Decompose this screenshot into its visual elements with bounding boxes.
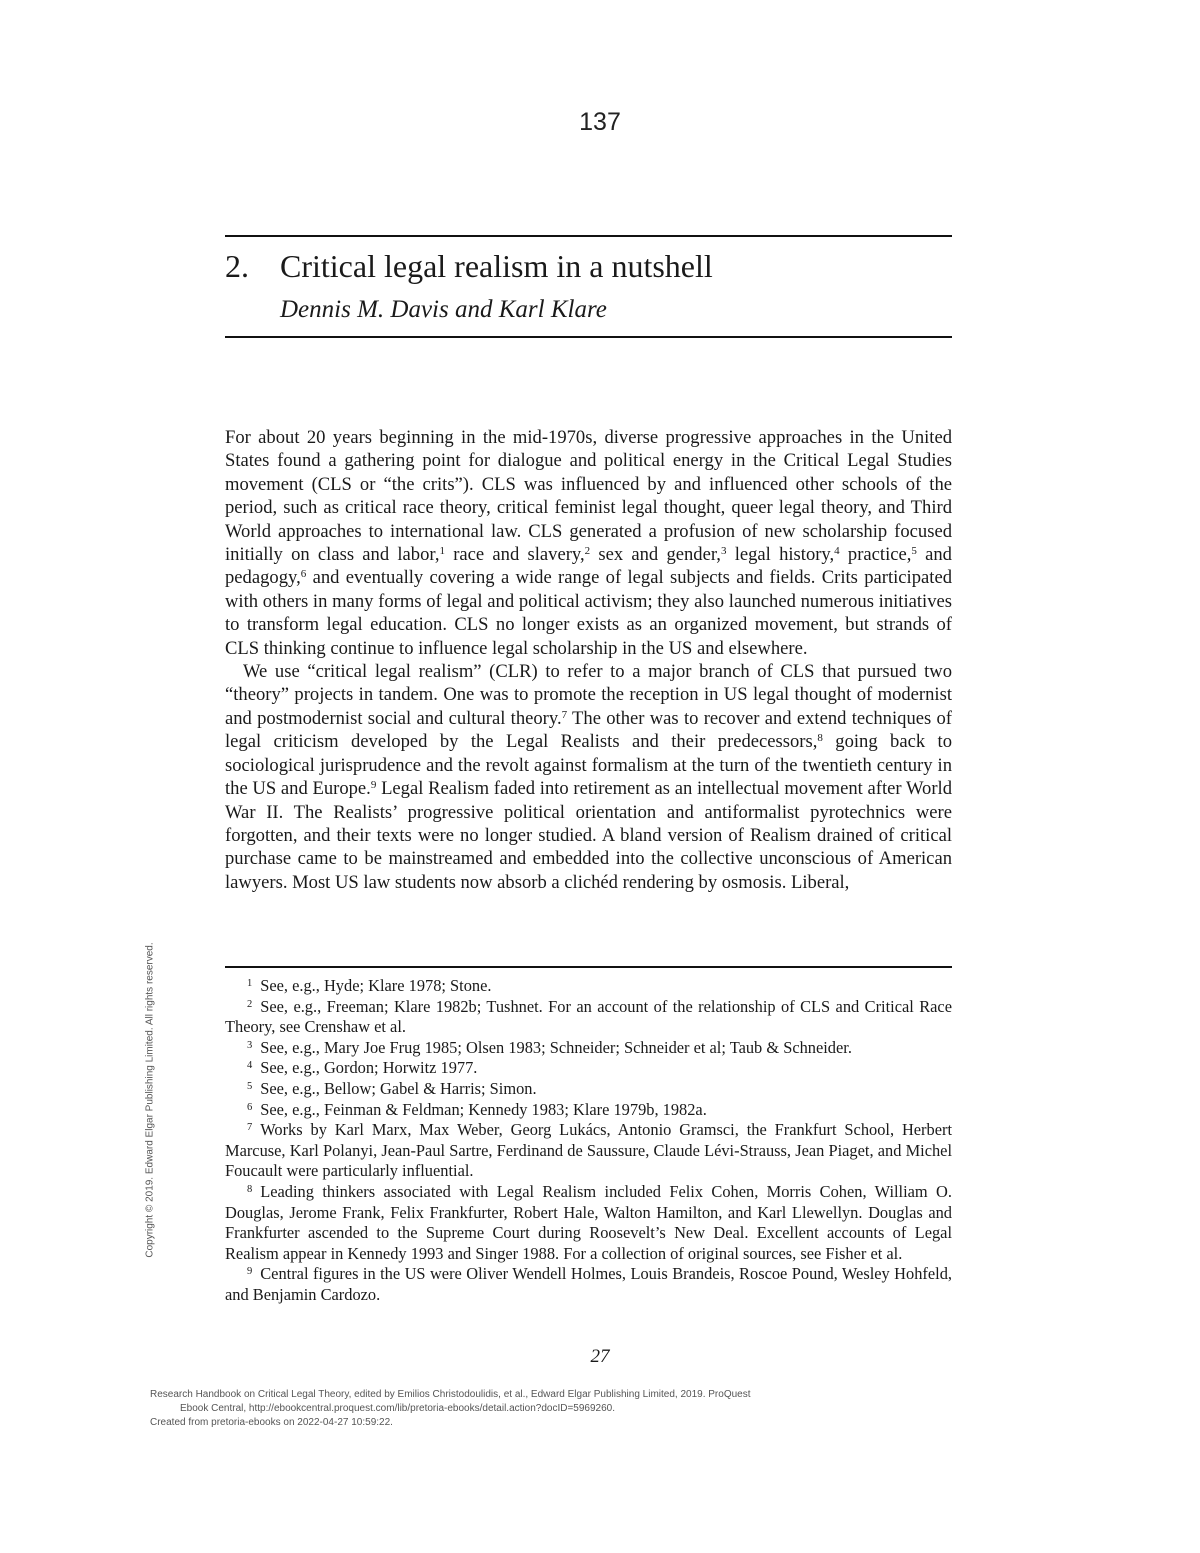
footnote-ref[interactable]: 5 [911, 545, 917, 558]
footnote-ref[interactable]: 4 [834, 545, 840, 558]
footnote-number: 5 [247, 1080, 253, 1092]
footnote-number: 9 [247, 1266, 253, 1278]
footnote-ref[interactable]: 8 [817, 732, 823, 745]
footnote: $^3$ See, e.g., Mary Joe Frug 1985; Olsen 1983; Schneider; Schneider et al; Taub & Schneider. [247, 1037, 852, 1057]
footnote-ref[interactable]: 1 [439, 545, 445, 558]
footnote-number: 7 [247, 1122, 253, 1134]
footnote-ref[interactable]: 6 [300, 568, 307, 581]
footnote-number: 1 [247, 978, 253, 989]
footnote-ref[interactable]: 2 [584, 545, 591, 558]
citation-line: Created from pretoria-ebooks on 2022-04-27 10:59:22. [150, 1417, 393, 1428]
footnote-ref[interactable]: 9 [370, 779, 377, 792]
paragraph-1: For about 20 years beginning in the mid-1970s, diverse progressive approaches in the United States found a gathering point for dialogue and political energy in the Critical Legal Studies movement (CLS or “the crits”). CLS was influenced by and influenced other schools of the period, such as critical race theory, critical feminist legal thought, queer legal theory, and Third World approaches to international law. CLS generated a profusion of new scholarship focused initially on class and labor,$^1$ race and slavery,$^2$ sex and gender,$^3$ legal history,$^4$ practice,$^5$ and pedagogy,$^6$ and eventually covering a wide range of legal subjects and fields. Crits participated with others in many forms of legal and political activism; they also launched numerous initiatives to transform legal education. CLS no longer exists as an organized movement, but strands of CLS thinking continue to influence legal scholarship in the US and elsewhere. [225, 427, 952, 659]
paragraph-2: We use “critical legal realism” (CLR) to refer to a major branch of CLS that pursued two “theory” projects in tandem. One was to promote the reception in US legal thought of modernist and postmodernist social and cultural theory.$^7$ The other was to recover and extend techniques of legal criticism developed by the Legal Realists and their predecessors,$^8$ going back to sociological jurisprudence and the revolt against formalism at the turn of the twentieth century in the US and Europe.$^9$ Legal Realism faded into retirement as an intellectual movement after World War II. The Realists’ progressive political orientation and antiformalist pyrotechnics were forgotten, and their texts were no longer studied. A bland version of Realism drained of critical purchase came to be mainstreamed and embedded into the collective unconscious of American lawyers. Most US law students now absorb a clichéd rendering by osmosis. Liberal, [225, 661, 953, 893]
chapter-title: Critical legal realism in a nutshell [280, 248, 713, 284]
title-top-rule [225, 235, 952, 237]
footnote-number: 4 [247, 1060, 253, 1072]
citation-line: Research Handbook on Critical Legal Theory, edited by Emilios Christodoulidis, et al., Edward Elgar Publishing Limited, 2019. ProQuest [150, 1389, 751, 1400]
chapter-authors: Dennis M. Davis and Karl Klare [280, 296, 607, 323]
running-page-number: 137 [579, 108, 621, 136]
chapter-heading [225, 246, 713, 286]
footnote-number: 8 [247, 1183, 253, 1195]
source-citation [150, 1388, 910, 1430]
title-bottom-rule [225, 336, 952, 338]
footnote-separator [225, 966, 952, 968]
footnote: $^5$ See, e.g., Bellow; Gabel & Harris; Simon. [247, 1078, 537, 1098]
footnotes [225, 976, 952, 1306]
chapter-number: 2. [225, 248, 249, 284]
footnote: $^9$ Central figures in the US were Oliver Wendell Holmes, Louis Brandeis, Roscoe Pound, Wesley Hohfeld, and Benjamin Cardozo. [225, 1264, 952, 1304]
footnote-number: 3 [247, 1039, 253, 1051]
footnote: $^6$ See, e.g., Feinman & Feldman; Kennedy 1983; Klare 1979b, 1982a. [247, 1099, 707, 1119]
footnote-number: 6 [247, 1101, 253, 1113]
footnote-ref[interactable]: 7 [561, 708, 568, 721]
footnote: $^8$ Leading thinkers associated with Legal Realism included Felix Cohen, Morris Cohen, William O. Douglas, Jerome Frank, Felix Frankfurter, Robert Hale, Walton Hamilton, and Karl Llewellyn. Douglas and Frankfurter ascended to the Supreme Court during Roosevelt’s New Deal. Excellent accounts of Legal Realism appear in Kennedy 1993 and Singer 1988. For a collection of original sources, see Fisher et al. [225, 1181, 952, 1263]
footnote: $^2$ See, e.g., Freeman; Klare 1982b; Tushnet. For an account of the relationship of CLS and Critical Race Theory, see Crenshaw et al. [225, 996, 952, 1037]
citation-line[interactable]: Ebook Central, http://ebookcentral.proquest.com/lib/pretoria-ebooks/detail.action?docID=5969260. [180, 1403, 615, 1414]
folio-page-number: 27 [590, 1346, 610, 1367]
body-text [225, 426, 952, 894]
footnote: $^1$ See, e.g., Hyde; Klare 1978; Stone. [247, 976, 492, 995]
footnote-ref[interactable]: 3 [720, 545, 727, 558]
footnote: $^7$ Works by Karl Marx, Max Weber, Georg Lukács, Antonio Gramsci, the Frankfurt School, Herbert Marcuse, Karl Polanyi, Jean-Paul Sartre, Ferdinand de Saussure, Claude Lévi-Strauss, Jean Piaget, and Michel Foucault were particularly influential. [225, 1120, 952, 1181]
footnote: $^4$ See, e.g., Gordon; Horwitz 1977. [247, 1058, 478, 1078]
footnote-number: 2 [247, 998, 253, 1010]
copyright-watermark: Copyright © 2019. Edward Elgar Publishing Limited. All rights reserved. [144, 942, 156, 1258]
